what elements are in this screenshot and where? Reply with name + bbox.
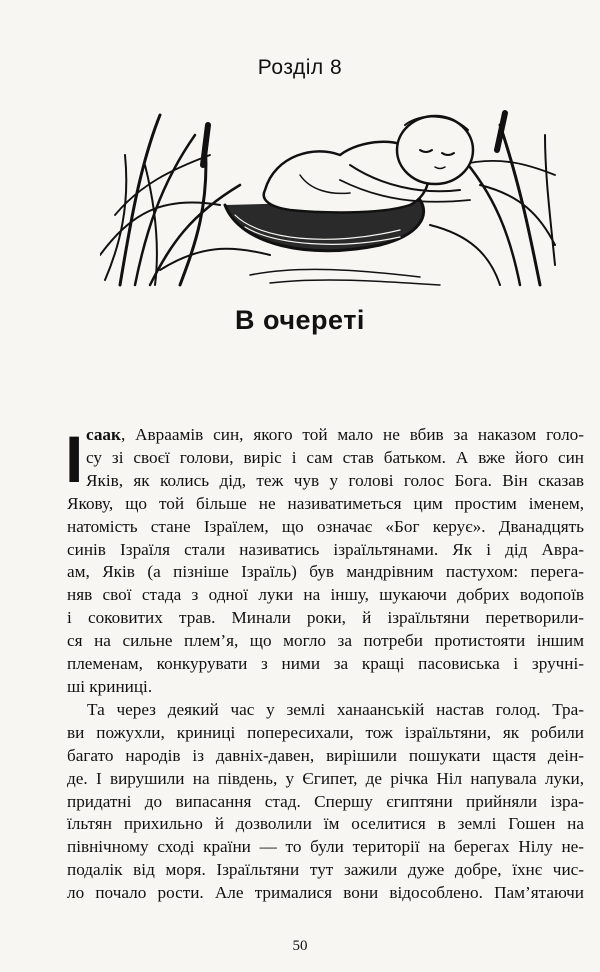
- text-line: північному сході країни — то були території на берегах Нілу не-: [67, 837, 584, 857]
- paragraph-1: [67, 424, 584, 699]
- text-line: ви пожухли, криниці попересихали, тож ізраїльтяни, як робили: [67, 722, 584, 742]
- text-line: натомість стане Ізраїлем, що означає «Бог керує». Дванадцять: [67, 516, 584, 536]
- text-line: ам, Яків (а пізніше Ізраїль) був мандрівним пастухом: перега-: [67, 562, 584, 582]
- text-line: придатні до випасання стад. Спершу єгиптяни прийняли ізра-: [67, 791, 584, 811]
- baby-in-basket-among-reeds-icon: [100, 95, 560, 290]
- text-line: синів Ізраїля стали називатись ізраїльтянами. Як і дід Авра-: [67, 539, 584, 559]
- text-line: і соковитих трав. Минали роки, й ізраїльтяни перетворили-: [67, 608, 584, 628]
- text-line: багато народів із давніх-давен, вирішили пошукати щастя деін-: [67, 745, 584, 765]
- text-line: саак, Авраамів син, якого той мало не вбив за наказом голо-: [86, 425, 584, 444]
- text-line: їльтян прихильно й дозволили їм оселитися в землі Гошен на: [67, 814, 584, 834]
- drop-cap: І: [65, 422, 84, 496]
- chapter-title: В очереті: [235, 305, 365, 335]
- text-line: су зі своєї голови, виріс і сам став батьком. А вже його син: [86, 447, 584, 467]
- text-line: Та через деякий час у землі ханаанській настав голод. Тра-: [87, 699, 584, 719]
- text-line: подалік від моря. Ізраїльтяни тут зажили дуже добре, їхнє чис-: [67, 860, 584, 880]
- paragraph-2: [67, 699, 584, 905]
- lead-word: саак: [86, 425, 121, 444]
- text-line: ло почало рости. Але трималися вони відособлено. Пам’ятаючи: [67, 883, 584, 903]
- text-line: племенам, конкурувати з ними за кращі пасовиська і зручні-: [67, 654, 584, 674]
- text-line: няв свої стада з одної луки на іншу, шукаючи добрих водопоїв: [67, 585, 584, 605]
- text-line: ся на сильне плем’я, що могло за потреби протистояти іншим: [67, 631, 584, 651]
- page-number: 50: [292, 938, 308, 954]
- chapter-label: Розділ 8: [257, 56, 343, 79]
- body-text: [67, 424, 584, 905]
- text-line: Яків, як колись дід, теж чув у голові голос Бога. Він сказав: [86, 470, 584, 490]
- text-line: ші криниці.: [67, 676, 153, 696]
- text-line: Якову, що той більше не називатиметься цим простим іменем,: [67, 493, 584, 513]
- text-line: де. І вирушили на південь, у Єгипет, де річка Ніл напувала луки,: [67, 768, 584, 788]
